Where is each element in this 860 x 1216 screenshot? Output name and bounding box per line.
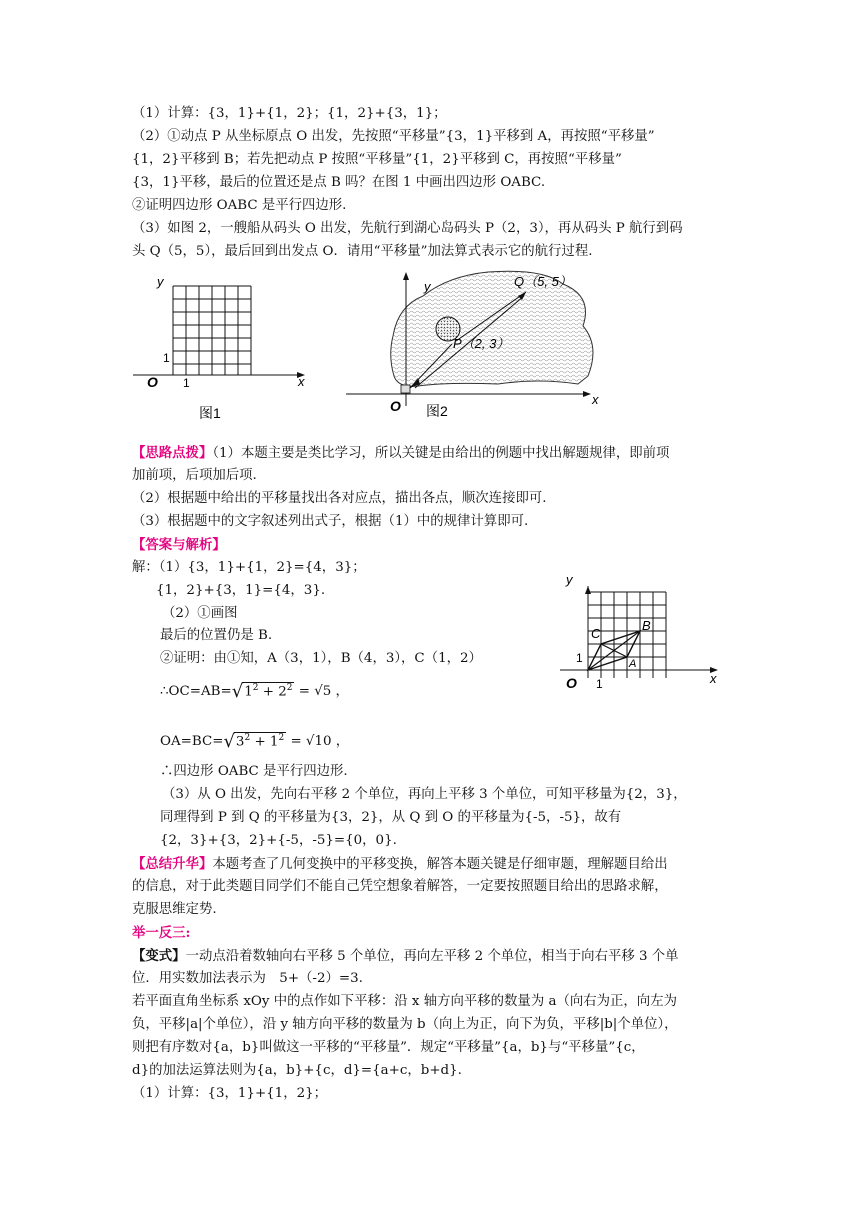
variant-line-7: （1）计算：{3，1}+{1，2}；: [132, 1086, 328, 1101]
practice-heading: 举一反三:: [132, 925, 191, 941]
fig2-p-label: P（2, 3）: [453, 336, 510, 351]
summary-line-1: 【总结升华】本题考查了几何变换中的平移变换，解答本题关键是仔细审题，理解题目给出: [132, 856, 668, 872]
figure-1-grid: [125, 272, 310, 432]
fig3-point-a: A: [629, 658, 637, 670]
fig1-caption: 图1: [199, 405, 221, 421]
figure-3-parallelogram: [560, 570, 725, 695]
fig1-y-label: y: [157, 274, 164, 289]
fig3-point-b: B: [642, 618, 651, 633]
answer-3-line-2: 同理得到 P 到 Q 的平移量为{3，2}，从 Q 到 O 的平移量为{-5，-5}，故有: [160, 810, 622, 825]
question-1: （1）计算：{3，1}+{1，2}；{1，2}+{3，1}；: [132, 106, 447, 121]
fig3-x-label: x: [710, 671, 717, 686]
hint-line-2: 加前项，后项加后项.: [132, 468, 257, 483]
fig3-y-label: y: [566, 572, 573, 587]
question-2-line-4: ②证明四边形 OABC 是平行四边形.: [132, 198, 347, 213]
answer-3-line-1: （3）从 O 出发，先向右平移 2 个单位，再向上平移 3 个单位，可知平移量为{2，3}，: [162, 787, 687, 802]
answer-2-proof-intro: ②证明：由①知，A（3，1），B（4，3），C（1，2）: [160, 651, 482, 666]
dock-o-icon: [401, 385, 410, 393]
fig1-y-one: 1: [163, 351, 170, 365]
fig1-x-one: 1: [183, 376, 190, 390]
hint-heading: 【思路点拨】: [132, 445, 213, 461]
fig3-point-c: C: [591, 626, 601, 641]
fig2-y-label: y: [424, 279, 431, 294]
summary-line-3: 克服思维定势.: [132, 902, 217, 917]
variant-line-6: d}的加法运算法则为{a，b}+{c，d}={a+c，b+d}.: [132, 1063, 462, 1078]
answer-2-conclusion: ∴四边形 OABC 是平行四边形.: [160, 764, 348, 779]
question-3-line-2: 头 Q（5，5），最后回到出发点 O．请用“平移量”加法算式表示它的航行过程.: [132, 244, 593, 259]
variant-line-2: 位．用实数加法表示为 5+（-2）=3.: [132, 971, 363, 986]
answer-1-line-2: {1，2}+{3，1}={4，3}.: [156, 583, 326, 598]
fig1-x-label: x: [298, 374, 305, 389]
fig3-y-one: 1: [576, 651, 583, 665]
variant-line-4: 负，平移|a|个单位），沿 y 轴方向平移的数量为 b（向上为正，向下为负，平移|b|个单位），: [132, 1017, 678, 1032]
summary-heading: 【总结升华】: [132, 856, 213, 872]
fig3-x-one: 1: [596, 677, 603, 691]
fig2-caption: 图2: [426, 403, 448, 419]
variant-line-3: 若平面直角坐标系 xOy 中的点作如下平移：沿 x 轴方向平移的数量为 a（向右为正，向左为: [132, 994, 677, 1009]
variant-heading: 【变式】: [132, 948, 186, 964]
hint-line-3: （2）根据题中给出的平移量找出各对应点，描出各点，顺次连接即可.: [132, 491, 547, 506]
question-3-line-1: （3）如图 2，一艘船从码头 O 出发，先航行到湖心岛码头 P（2，3），再从码头 P 航行到码: [132, 221, 683, 236]
question-2-line-2: {1，2}平移到 B；若先把动点 P 按照“平移量”{1，2}平移到 C，再按照“平移量”: [132, 152, 622, 167]
summary-line-2: 的信息，对于此类题目同学们不能自己凭空想象着解答，一定要按照题目给出的思路求解，: [132, 879, 668, 894]
fig1-origin-label: O: [147, 374, 158, 390]
oa-equation: $OA=BC=√3^2 + 1^2 = √10$ ，: [160, 731, 350, 752]
variant-line-1: 【变式】一动点沿着数轴向右平移 5 个单位，再向左平移 2 个单位，相当于向右平移 3 个单: [132, 948, 679, 964]
fig2-x-label: x: [592, 392, 599, 407]
question-2-line-3: {3，1}平移，最后的位置还是点 B 吗？在图 1 中画出四边形 OABC.: [132, 175, 546, 190]
answer-2-position: 最后的位置仍是 B.: [160, 628, 273, 643]
fig3-origin-label: O: [566, 675, 577, 691]
question-2-line-1: （2）①动点 P 从坐标原点 O 出发，先按照“平移量”{3，1}平移到 A，再按照“平移量”: [132, 129, 655, 144]
answer-2-draw: （2）①画图: [162, 606, 238, 621]
hint-line-4: （3）根据题中的文字叙述列出式子，根据（1）中的规律计算即可.: [132, 514, 529, 529]
fig2-origin-label: O: [390, 398, 401, 414]
answer-3-line-3: {2，3}+{3，2}+{-5，-5}={0，0}.: [160, 833, 397, 848]
variant-line-5: 则把有序数对{a，b}叫做这一平移的“平移量”．规定“平移量”{a，b}与“平移量”{c，: [132, 1040, 645, 1055]
hint-line-1: 【思路点拨】（1）本题主要是类比学习，所以关键是由给出的例题中找出解题规律，即前项: [132, 445, 670, 461]
figure-2-lake: [338, 266, 603, 426]
oc-equation: $\therefore OC=AB=√1^2 + 2^2 = √5$ ，: [160, 681, 349, 702]
fig2-q-label: Q（5, 5）: [514, 274, 572, 289]
answer-heading: 【答案与解析】: [132, 537, 226, 553]
answer-1-line-1: 解：（1）{3，1}+{1，2}={4，3}；: [132, 560, 366, 575]
